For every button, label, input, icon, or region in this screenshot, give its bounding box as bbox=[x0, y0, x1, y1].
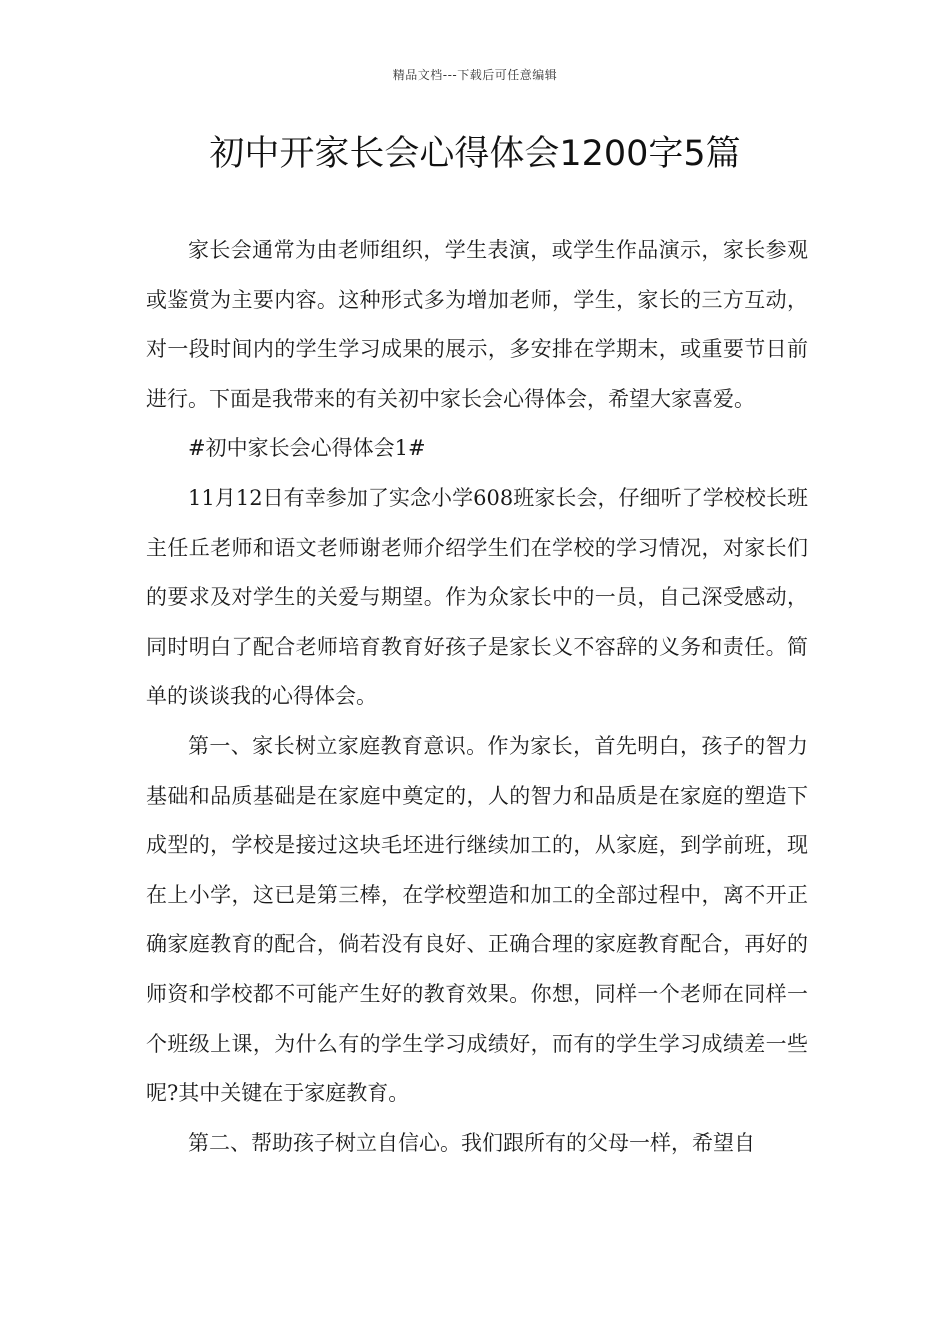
section-heading-1: #初中家长会心得体会1# bbox=[188, 436, 426, 461]
document-title: 初中开家长会心得体会1200字5篇 bbox=[209, 134, 741, 174]
paragraph-point-1: 第一、家长树立家庭教育意识。作为家长，首先明白，孩子的智力基础和品质基础是在家庭中奠定的，人的智力和品质是在家庭的塑造下成型的，学校是接过这块毛坯进行继续加工的，从家庭，到学前班，现在上小学，这已是第三棒，在学校塑造和加工的全部过程中，离不开正确家庭教育的配合，倘若没有良好、正确合理的家庭教育配合，再好的师资和学校都不可能产生好的教育效果。你想，同样一个老师在同样一个班级上课，为什么有的学生学习成绩好，而有的学生学习成绩差一些呢?其中关键在于家庭教育。 bbox=[146, 733, 808, 1106]
paragraph-meeting: 11月12日有幸参加了实念小学608班家长会，仔细听了学校校长班主任丘老师和语文老师谢老师介绍学生们在学校的学习情况，对家长们的要求及对学生的关爱与期望。作为众家长中的一员，自己深受感动，同时明白了配合老师培育教育好孩子是家长义不容辞的义务和责任。简单的谈谈我的心得体会。 bbox=[146, 485, 808, 709]
header-note: 精品文档---下载后可任意编辑 bbox=[392, 68, 558, 82]
paragraph-intro: 家长会通常为由老师组织，学生表演，或学生作品演示，家长参观或鉴赏为主要内容。这种形式多为增加老师，学生，家长的三方互动，对一段时间内的学生学习成果的展示，多安排在学期末，或重要节日前进行。下面是我带来的有关初中家长会心得体会，希望大家喜爱。 bbox=[146, 238, 808, 411]
document-body bbox=[146, 226, 808, 1168]
paragraph-point-2: 第二、帮助孩子树立自信心。我们跟所有的父母一样，希望自 bbox=[188, 1130, 755, 1155]
